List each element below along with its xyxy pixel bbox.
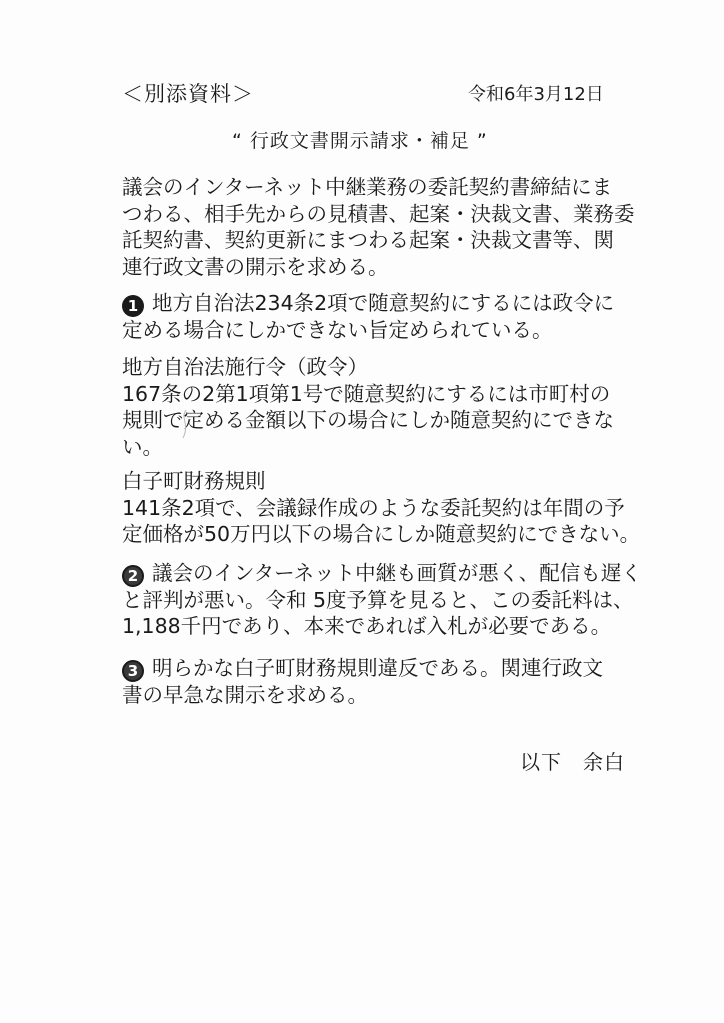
- enforcement-order-line: 167条の2第1項第1号で随意契約にするには市町村の: [122, 381, 611, 406]
- point-2-line: [122, 560, 702, 587]
- finance-rules-heading: 白子町財務規則: [122, 469, 266, 493]
- point-1-line: 定める場合にしかできない旨定められている。: [122, 317, 553, 342]
- point-3-line: [122, 655, 702, 682]
- circled-number-3-icon: 3: [122, 660, 144, 682]
- point-3-paragraph: [122, 655, 702, 708]
- finance-rules-line: 141条2項で、会議録作成のような委託契約は年間の予: [122, 495, 625, 520]
- point-2-line: と評判が悪い。令和 5度予算を見ると、この委託料は、: [122, 587, 634, 612]
- document-title: “ 行政文書開示請求・補足 ”: [232, 130, 488, 152]
- intro-line: 託契約書、契約更新にまつわる起案・決裁文書等、関: [122, 228, 614, 252]
- finance-rules-paragraph: [122, 468, 702, 548]
- point-1-text: 地方自治法234条2項で随意契約にするには政令に: [152, 291, 615, 315]
- scan-artifact-mark: [178, 408, 192, 440]
- point-2-paragraph: [122, 560, 702, 640]
- point-2-text: 議会のインターネット中継も画質が悪く、配信も遅く: [152, 561, 642, 585]
- document-date: 令和6年3月12日: [468, 84, 604, 105]
- finance-rules-line: 定価格が50万円以下の場合にしか随意契約にできない。: [122, 522, 641, 546]
- point-2-line: 1,188千円であり、本来であれば入札が必要である。: [122, 614, 612, 638]
- intro-line: 議会のインターネット中継業務の委託契約書締結にま: [122, 175, 613, 199]
- circled-number-1-icon: 1: [122, 295, 144, 317]
- intro-line: つわる、相手先からの見積書、起案・決裁文書、業務委: [122, 201, 635, 226]
- enforcement-order-heading: 地方自治法施行令（政令）: [122, 355, 368, 379]
- point-1-line: [122, 290, 702, 317]
- point-3-line: 書の早急な開示を求める。: [122, 682, 368, 707]
- circled-number-2-icon: 2: [122, 565, 144, 587]
- attachment-label: ＜別添資料＞: [122, 82, 254, 106]
- enforcement-order-line: 規則で定める金額以下の場合にしか随意契約にできな: [122, 408, 614, 432]
- point-1-paragraph: [122, 290, 702, 343]
- closing-remark: 以下 余白: [520, 750, 625, 774]
- intro-paragraph: [122, 174, 702, 280]
- enforcement-order-paragraph: [122, 354, 702, 460]
- intro-line: 連行政文書の開示を求める。: [122, 254, 389, 279]
- point-3-text: 明らかな白子町財務規則違反である。関連行政文: [152, 656, 603, 680]
- enforcement-order-line: い。: [122, 434, 163, 459]
